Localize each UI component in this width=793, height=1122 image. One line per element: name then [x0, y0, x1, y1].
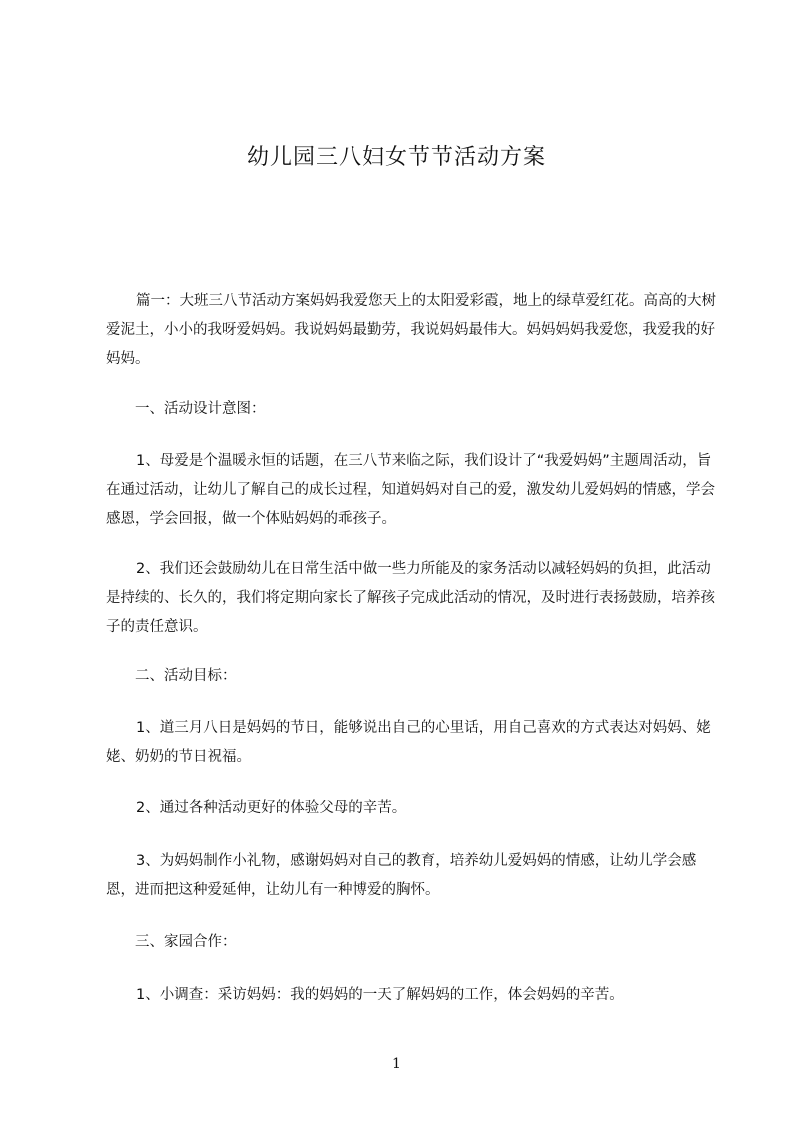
intro-paragraph: 篇一：大班三八节活动方案妈妈我爱您天上的太阳爱彩霞，地上的绿草爱红花。高高的大树爱泥土，小小的我呀爱妈妈。我说妈妈最勤劳，我说妈妈最伟大。妈妈妈妈我爱您，我爱我的好妈妈。	[106, 293, 716, 367]
section-heading-3: 三、家园合作：	[135, 934, 237, 950]
page-title: 幼儿园三八妇女节节活动方案	[246, 145, 546, 170]
paragraph-2-3: 3、为妈妈制作小礼物，感谢妈妈对自己的教育，培养幼儿爱妈妈的情感，让幼儿学会感恩，进而把这种爱延伸，让幼儿有一种博爱的胸怀。	[106, 853, 697, 898]
section-heading-1: 一、活动设计意图：	[135, 401, 266, 417]
paragraph-3-1: 1、小调查：采访妈妈：我的妈妈的一天了解妈妈的工作，体会妈妈的辛苦。	[136, 987, 624, 1003]
paragraph-2-1: 1、道三月八日是妈妈的节日，能够说出自己的心里话，用自己喜欢的方式表达对妈妈、姥姥、奶奶的节日祝福。	[106, 720, 711, 765]
paragraph-2-2: 2、通过各种活动更好的体验父母的辛苦。	[136, 800, 407, 816]
paragraph-1-2: 2、我们还会鼓励幼儿在日常生活中做一些力所能及的家务活动以减轻妈妈的负担，此活动是持续的、长久的，我们将定期向家长了解孩子完成此活动的情况，及时进行表扬鼓励，培养孩子的责任意识。	[106, 561, 715, 635]
page-number: 1	[392, 1056, 401, 1072]
section-heading-2: 二、活动目标：	[135, 668, 237, 684]
paragraph-1-1: 1、母爱是个温暖永恒的话题，在三八节来临之际，我们设计了“我爱妈妈”主题周活动，旨在通过活动，让幼儿了解自己的成长过程，知道妈妈对自己的爱，激发幼儿爱妈妈的情感，学会感恩，学会回报，做一个体贴妈妈的乖孩子。	[106, 453, 715, 527]
